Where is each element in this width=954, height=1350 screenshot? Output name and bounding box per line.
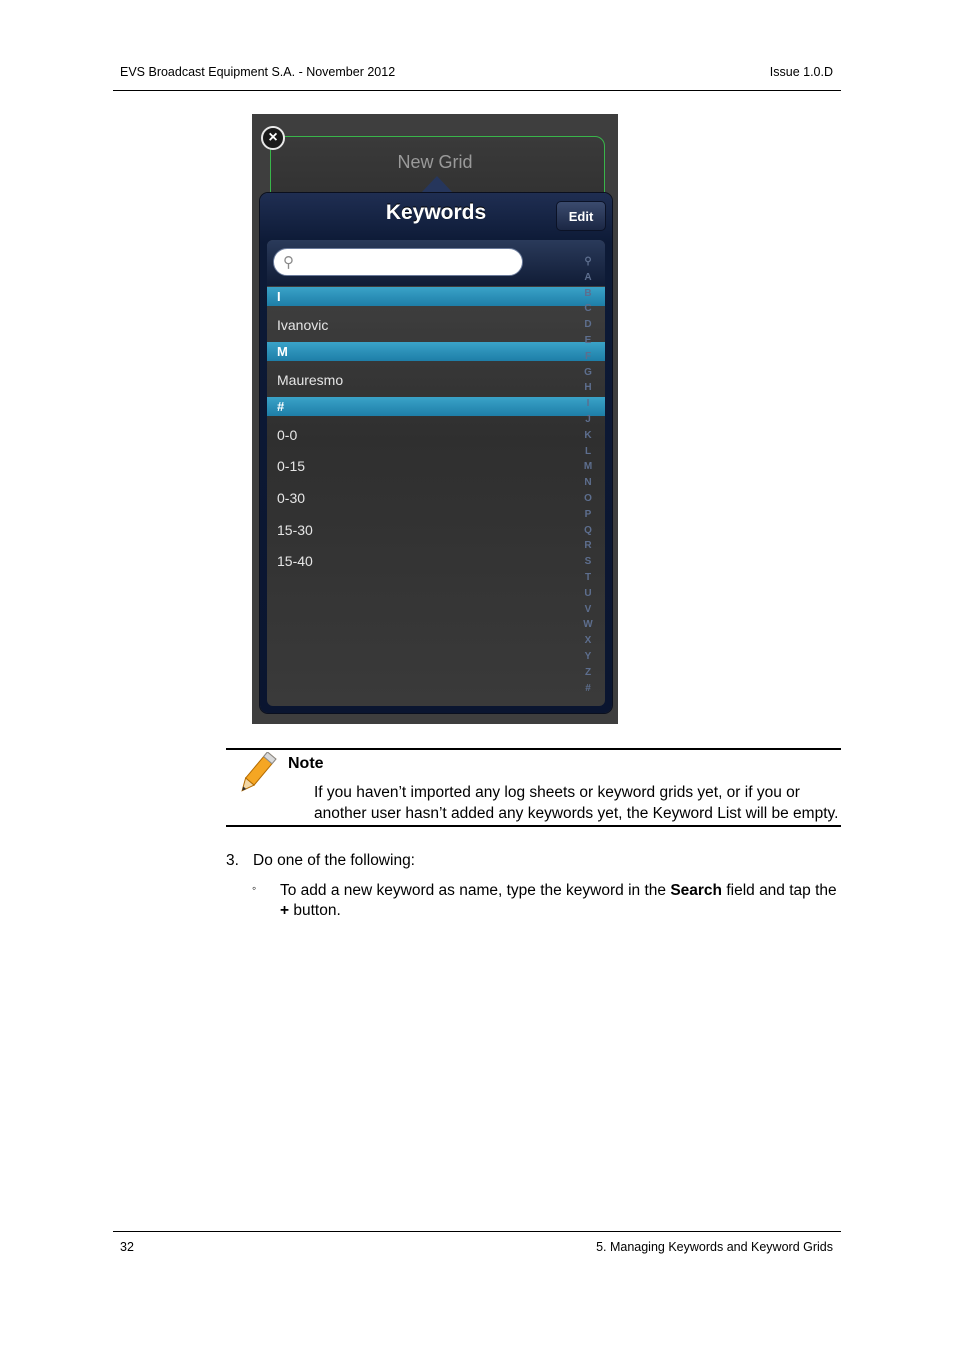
index-letter[interactable]: L (584, 445, 592, 457)
step-text: Do one of the following: (253, 852, 415, 869)
close-icon[interactable]: × (261, 126, 285, 150)
pencil-icon (232, 752, 280, 798)
keyword-list (267, 240, 605, 706)
index-letter[interactable]: J (585, 413, 591, 425)
index-letter[interactable]: F (584, 350, 592, 362)
note-bottom-rule (226, 825, 841, 827)
index-letter[interactable]: C (584, 303, 592, 315)
index-letter[interactable]: G (584, 366, 592, 378)
keywords-screenshot (252, 114, 618, 724)
index-letter[interactable]: U (584, 587, 592, 599)
index-letter[interactable]: D (584, 319, 592, 331)
index-letter[interactable]: T (584, 571, 592, 583)
note-text: If you haven’t imported any log sheets or keyword grids yet, or if you or another user hasn’t added any keywords yet, the Keyword List will be empty. (314, 784, 839, 822)
list-item[interactable]: Ivanovic (277, 317, 329, 333)
index-letter[interactable]: Z (584, 666, 592, 678)
index-letter[interactable]: X (584, 635, 592, 647)
list-item[interactable]: 0-15 (277, 458, 306, 474)
bullet-text-part: To add a new keyword as name, type the keyword in the (280, 882, 671, 899)
keywords-popover (260, 193, 612, 713)
search-bar (267, 240, 605, 286)
new-grid-title: New Grid (397, 152, 473, 172)
index-letter[interactable]: H (584, 382, 592, 394)
footer-rule (113, 1231, 841, 1232)
header-right: Issue 1.0.D (769, 65, 833, 79)
search-input[interactable] (273, 248, 523, 276)
index-letter[interactable]: O (584, 492, 592, 504)
bullet-text-part: button. (289, 902, 341, 919)
edit-button[interactable]: Edit (556, 201, 606, 231)
index-letter[interactable]: B (584, 287, 592, 299)
bullet-text-part: field and tap the (722, 882, 837, 899)
bullet-marker: ◦ (252, 881, 257, 895)
index-letter[interactable]: Y (584, 650, 592, 662)
index-letter[interactable]: V (584, 603, 592, 615)
index-letter[interactable]: I (586, 398, 590, 410)
index-letter[interactable]: N (584, 477, 592, 489)
header-rule (113, 90, 841, 91)
search-field-ref: Search (670, 882, 723, 899)
index-letter[interactable]: R (584, 540, 592, 552)
plus-button-ref: + (280, 902, 290, 919)
step-number: 3. (226, 852, 239, 869)
footer-chapter: 5. Managing Keywords and Keyword Grids (596, 1240, 833, 1254)
note-top-rule (226, 748, 841, 750)
header-left: EVS Broadcast Equipment S.A. - November 2012 (120, 65, 396, 79)
section-header-m: M (267, 342, 605, 361)
index-letter[interactable]: A (584, 271, 592, 283)
index-letter[interactable]: P (584, 508, 592, 520)
list-item[interactable]: 0-30 (277, 490, 306, 506)
index-letter[interactable]: # (585, 682, 591, 694)
index-search-icon[interactable]: ⚲ (584, 256, 592, 267)
index-letter[interactable]: Q (584, 524, 592, 536)
index-letter[interactable]: K (584, 429, 592, 441)
bullet-text (280, 881, 840, 921)
note-title: Note (288, 755, 324, 772)
popover-title: Keywords (385, 201, 487, 224)
section-header-hash: # (267, 397, 605, 416)
page-number: 32 (120, 1240, 134, 1254)
index-letter[interactable]: W (583, 619, 593, 631)
list-item[interactable]: 15-30 (277, 522, 313, 538)
search-icon: ⚲ (283, 254, 294, 271)
index-letter[interactable]: M (583, 461, 593, 473)
section-header-i: I (267, 287, 605, 306)
index-letter[interactable]: S (584, 556, 592, 568)
list-item[interactable]: 15-40 (277, 553, 313, 569)
popover-arrow (420, 176, 454, 194)
index-letter[interactable]: E (584, 334, 592, 346)
list-item[interactable]: Mauresmo (277, 372, 344, 388)
section-index[interactable] (579, 254, 597, 696)
list-item[interactable]: 0-0 (277, 427, 298, 443)
